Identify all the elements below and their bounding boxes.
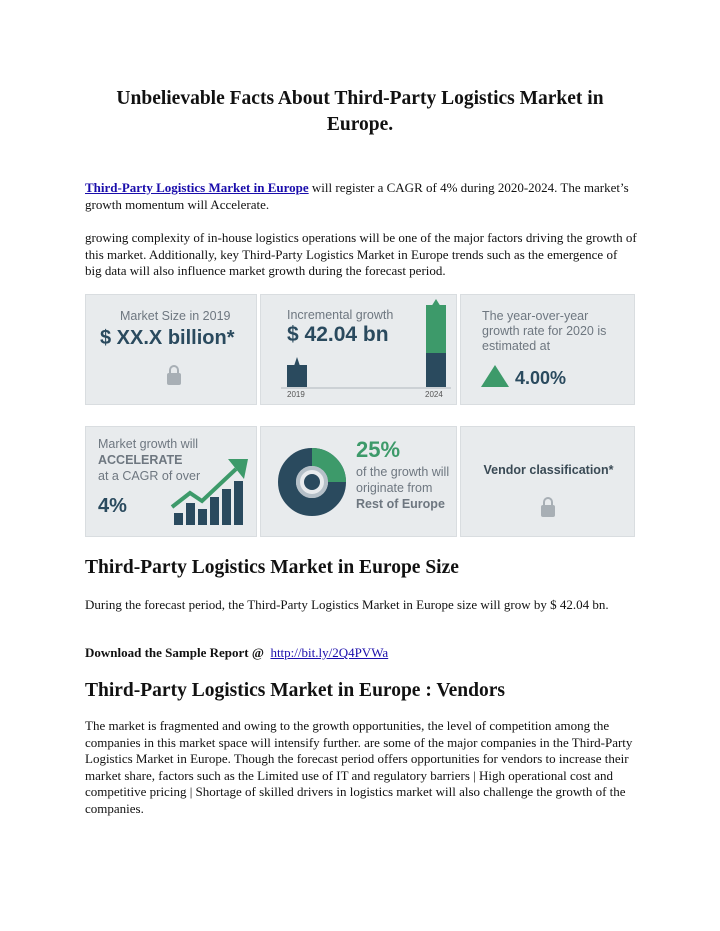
up-triangle-icon — [481, 365, 509, 387]
download-link[interactable]: http://bit.ly/2Q4PVWa — [270, 645, 389, 660]
section-heading-vendors: Third-Party Logistics Market in Europe : Vendors — [85, 680, 505, 701]
market-growth-tile — [85, 426, 257, 537]
market-size-tile — [85, 294, 257, 405]
drivers-paragraph — [85, 230, 637, 280]
market-size-value: $ XX.X billion* — [100, 327, 235, 349]
year-end-label: 2024 — [425, 390, 443, 399]
share-value: 25% — [356, 437, 401, 462]
intro-paragraph — [85, 180, 637, 213]
vendors-text: The market is fragmented and owing to the growth opportunities, the level of competition among the companies in this market space will intensify further. are some of the major companies in the Third-Party Logistics Market in Europe. Though the forecast period offers opportunities for vendors to increase their market share, factors such as the Limited use of IT and regulatory barriers | High operational cost and competitive pricing | Shortage of skilled drivers in logistics market will also challenge the growth of the companies. — [85, 718, 633, 816]
market-growth-line1: Market growth will — [98, 437, 199, 451]
vendor-classification-label: Vendor classification* — [483, 463, 614, 477]
yoy-growth-tile — [460, 294, 635, 405]
share-line2: originate from — [356, 481, 433, 495]
region-label: Rest of Europe — [356, 497, 445, 511]
download-line — [85, 645, 637, 662]
yoy-growth-value: 4.00% — [515, 368, 567, 388]
size-text: During the forecast period, the Third-Party Logistics Market in Europe size will grow by $ 42.04 bn. — [85, 597, 609, 612]
incremental-growth-label: Incremental growth — [287, 308, 394, 322]
incremental-growth-value: $ 42.04 bn — [287, 323, 389, 346]
cagr-value: 4% — [98, 495, 127, 517]
intro-text: will register a CAGR of 4% during 2020-2024. The market’s growth momentum will Accelerate. — [85, 180, 629, 212]
accelerate-label: ACCELERATE — [98, 453, 183, 467]
market-growth-line3: at a CAGR of over — [98, 469, 201, 483]
share-line1: of the growth will — [356, 465, 450, 479]
growth-bars-icon — [261, 295, 457, 405]
download-label: Download the Sample Report @ — [85, 645, 264, 660]
vendors-paragraph — [85, 718, 637, 817]
vendor-classification-tile — [460, 426, 635, 537]
year-start-label: 2019 — [287, 390, 305, 399]
lock-icon — [541, 505, 555, 517]
market-report-link[interactable]: Third-Party Logistics Market in Europe — [85, 180, 309, 195]
growth-chart-icon — [86, 427, 257, 537]
page-title: Unbelievable Facts About Third-Party Logistics Market in Europe. — [116, 88, 604, 135]
donut-chart-icon — [277, 447, 347, 517]
lock-icon — [167, 373, 181, 385]
regional-share-tile — [260, 426, 457, 537]
incremental-growth-tile — [260, 294, 457, 405]
section-heading-size: Third-Party Logistics Market in Europe Size — [85, 557, 459, 578]
size-paragraph — [85, 597, 637, 614]
market-size-label: Market Size in 2019 — [120, 309, 231, 323]
yoy-growth-label: The year-over-year growth rate for 2020 is estimated at — [482, 309, 607, 353]
drivers-text: growing complexity of in-house logistics operations will be one of the major factors driving the growth of this market. Additionally, key Third-Party Logistics Market in Europe trends such as the emergence of big data will also influence market growth during the forecast period. — [85, 230, 637, 278]
